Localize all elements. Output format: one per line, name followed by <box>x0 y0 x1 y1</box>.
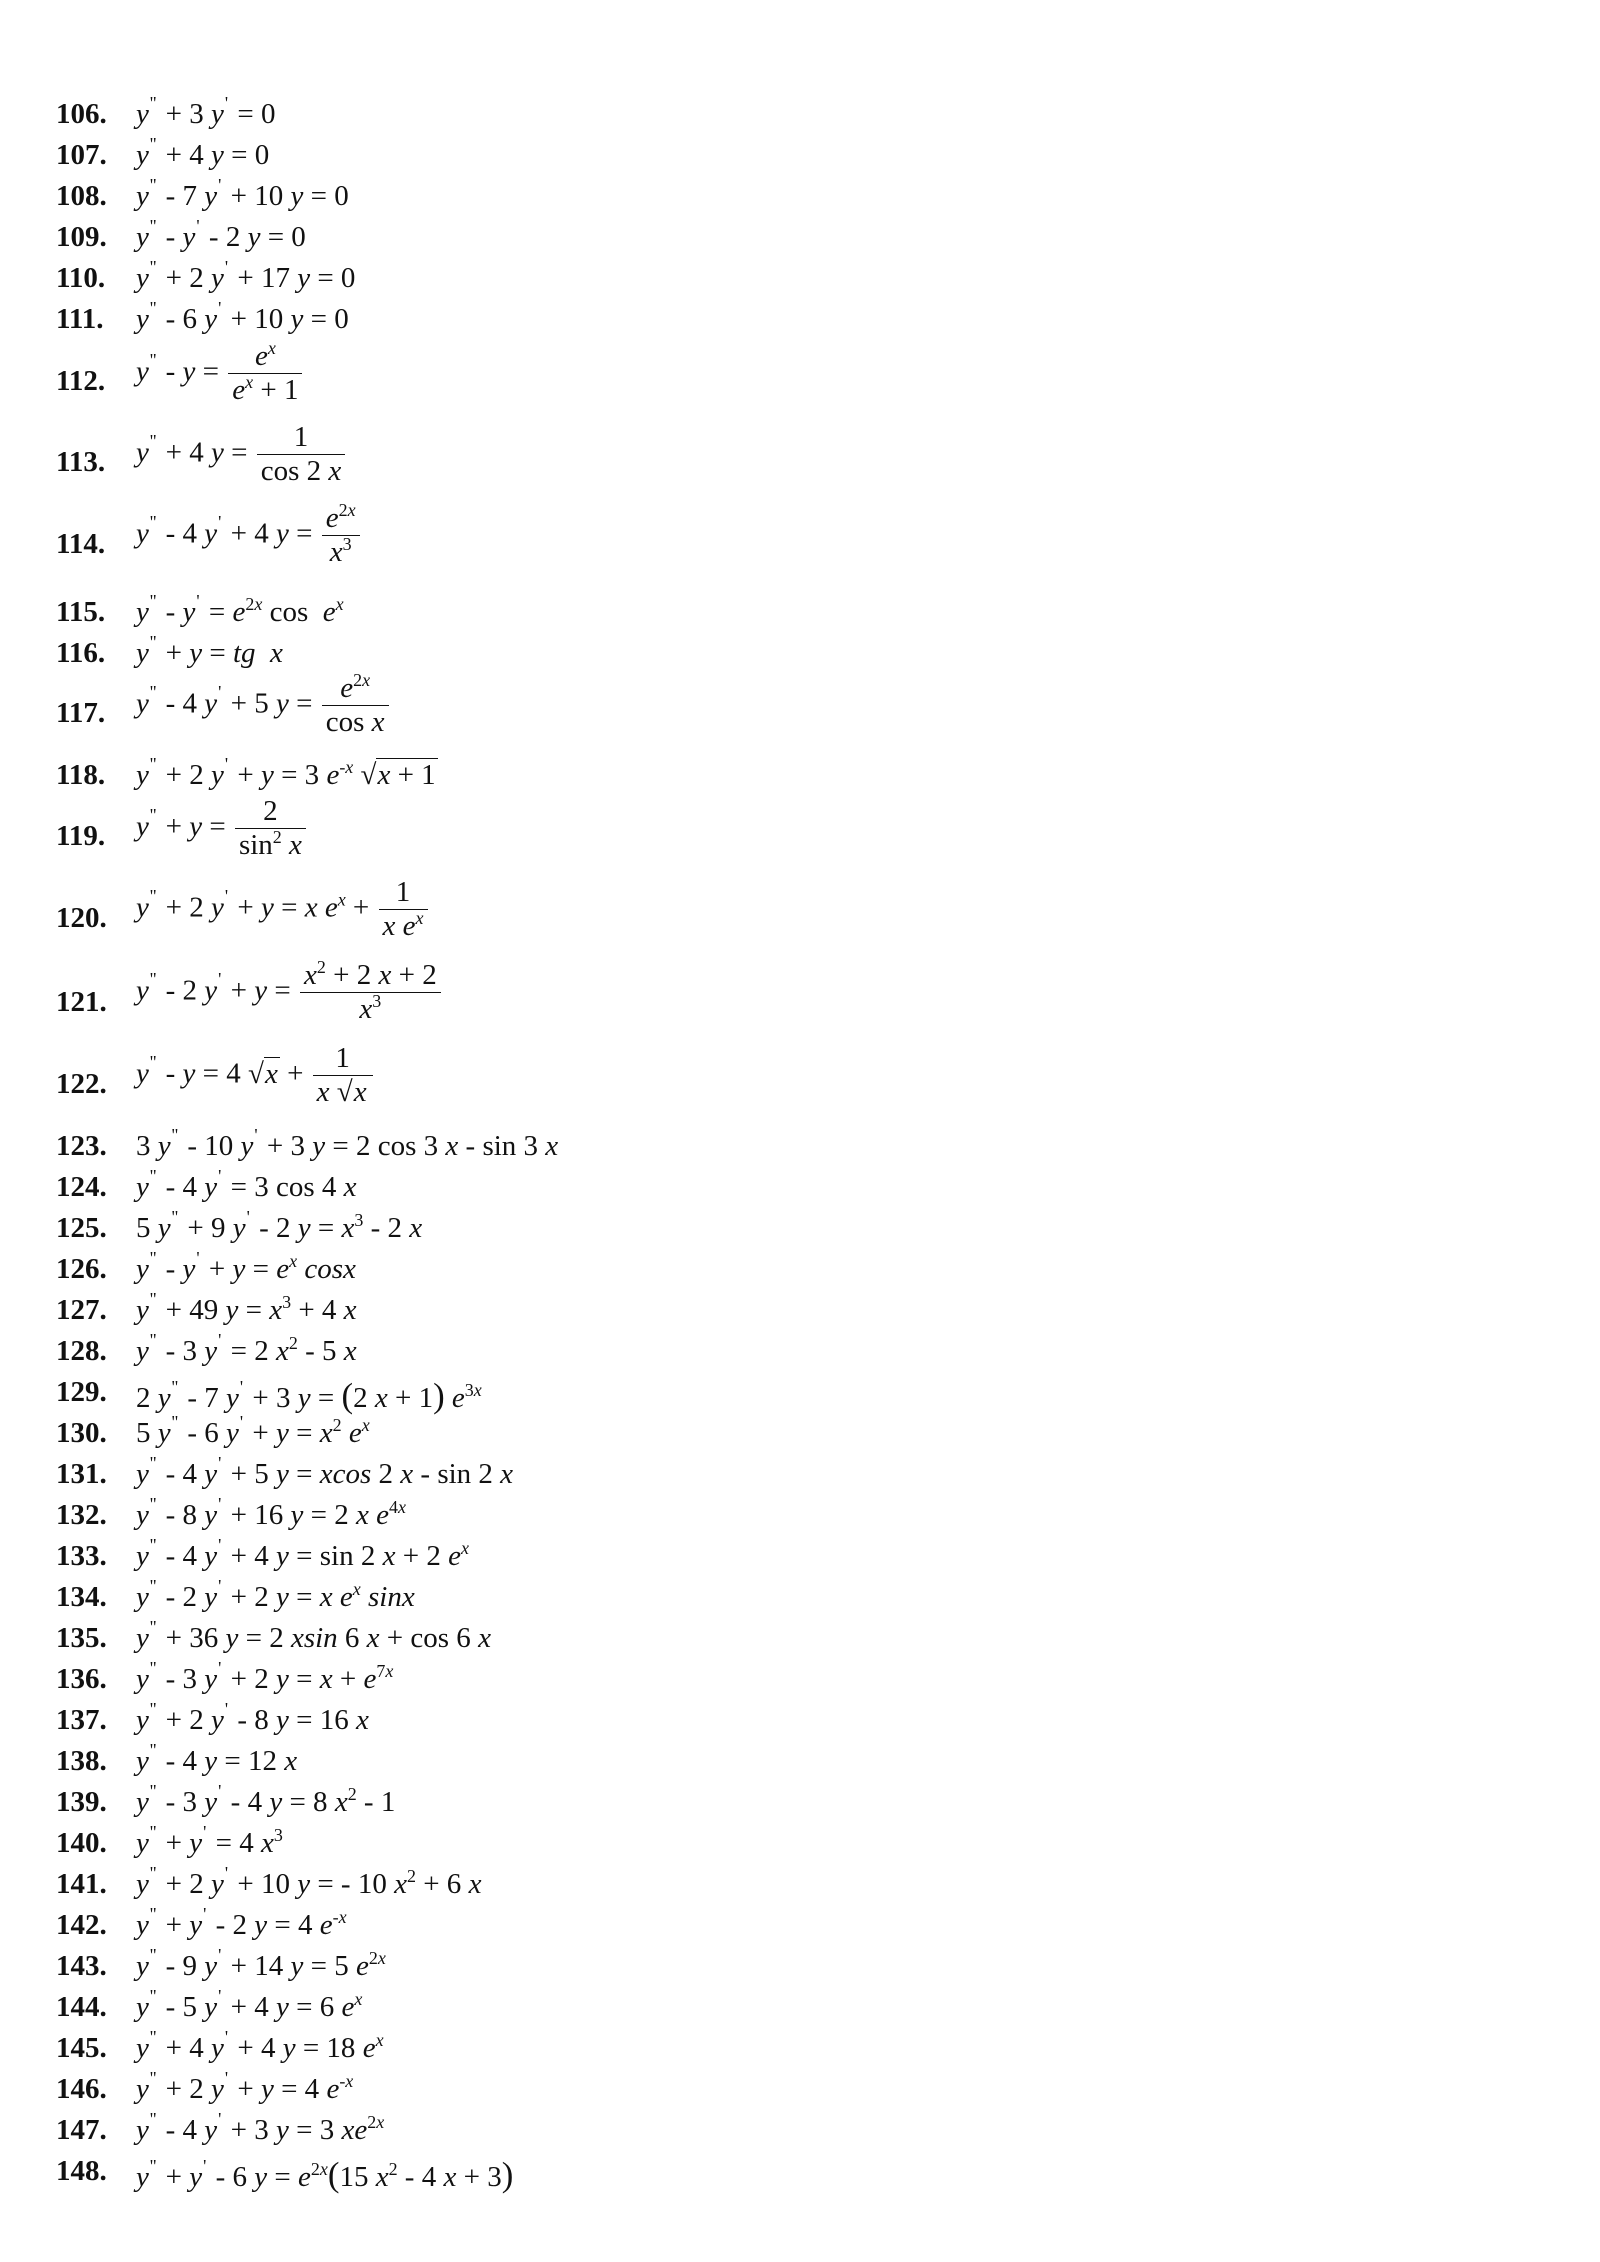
problem-number: 147. <box>56 2114 107 2146</box>
equation: y'' + 4 y = $\frac{1}{\cos 2 x}$ <box>136 421 347 489</box>
problem-number: 115. <box>56 596 106 628</box>
equation: y'' + 3 y' = 0 <box>136 92 276 130</box>
equation: 2 y'' - 7 y' + 3 y = (2 x + 1) $e^{3x}$ <box>136 1376 482 1415</box>
problem-number: 127. <box>56 1294 107 1326</box>
equation: y'' - 3 y' - 4 y = 8 $x^2 - 1$ <box>136 1780 396 1818</box>
problem-number: 144. <box>56 1991 107 2023</box>
equation: y'' - 3 y' = 2 $x^2 - 5$ x <box>136 1329 357 1367</box>
equation: y'' + 2 y' + 10 y = - 10 $x^2 + 6$ x <box>136 1862 482 1900</box>
problem-number: 129. <box>56 1376 107 1408</box>
problem-number: 121. <box>56 986 107 1018</box>
equation: y'' - 4 y' + 5 y = $\frac{e^{2x}}{\text{cos x}}$ <box>136 672 391 740</box>
problem-number: 133. <box>56 1540 107 1572</box>
problem-number: 138. <box>56 1745 107 1777</box>
equation: y'' - 2 y' + 2 y = x $e^x$ sinx <box>136 1575 415 1613</box>
equation: y'' + y' - 2 y = 4 $e^{-x}$ <box>136 1903 347 1941</box>
equation: y'' - 8 y' + 16 y = 2 x $e^{4x}$ <box>136 1493 406 1531</box>
problem-number: 135. <box>56 1622 107 1654</box>
problem-number: 137. <box>56 1704 107 1736</box>
equation: y'' - y = $\frac{e^x}{e^x + 1}$ <box>136 340 304 408</box>
equation: y'' + y' = 4 $x^3$ <box>136 1821 283 1859</box>
problem-number: 146. <box>56 2073 107 2105</box>
problem-number: 116. <box>56 637 106 669</box>
problem-number: 140. <box>56 1827 107 1859</box>
equation: y'' + 2 y' + y = 4 $e^{-x}$ <box>136 2067 354 2105</box>
problem-number: 109. <box>56 221 107 253</box>
problem-number: 118. <box>56 759 106 791</box>
equation: y'' + 4 y' + 4 y = 18 $e^x$ <box>136 2026 384 2064</box>
problem-number: 111. <box>56 303 104 335</box>
problem-number: 136. <box>56 1663 107 1695</box>
equation: $y'' - y' + y = e^x$ cosx <box>136 1247 356 1285</box>
problem-number: 142. <box>56 1909 107 1941</box>
problem-number: 110. <box>56 262 106 294</box>
equation: y'' - 9 y' + 14 y = 5 $e^{2x}$ <box>136 1944 386 1982</box>
problem-number: 120. <box>56 902 107 934</box>
equation: y'' + y' - 6 $y = e^{2x}(15$ $x^2 - 4$ x + 3) <box>136 2155 514 2194</box>
equation: y'' - 4 y' + 4 y = $\frac{e^{2x}}{x^3}$ <box>136 502 362 570</box>
equation: y'' + 2 y' + y = x $e^x$ + $\frac{1}{x e^x}$ <box>136 876 430 944</box>
equation: 5 y'' + 9 y' - 2 $y = x^3 - 2$ x <box>136 1206 423 1244</box>
problem-number: 126. <box>56 1253 107 1285</box>
problem-number: 123. <box>56 1130 107 1162</box>
equation: y'' + y = $\frac{2}{\sin^2 x}$ <box>136 795 308 863</box>
problem-number: 134. <box>56 1581 107 1613</box>
equation: y'' - 4 y' = 3 cos 4 x <box>136 1165 357 1203</box>
equation: y'' - 4 y' + 3 y = 3 $xe^{2x}$ <box>136 2108 385 2146</box>
problem-number: 143. <box>56 1950 107 1982</box>
problem-number: 131. <box>56 1458 107 1490</box>
problem-number: 148. <box>56 2155 107 2187</box>
equation: y'' - 3 y' + 2 $y = x + e^{7x}$ <box>136 1657 394 1695</box>
problem-number: 112. <box>56 365 106 397</box>
problem-number: 132. <box>56 1499 107 1531</box>
problem-number: 141. <box>56 1868 107 1900</box>
problem-number: 139. <box>56 1786 107 1818</box>
equation: y'' + 49 $y = x^3 + 4$ x <box>136 1288 357 1326</box>
problem-number: 128. <box>56 1335 107 1367</box>
equation: y'' - 6 y' + 10 y = 0 <box>136 297 349 335</box>
problem-number: 106. <box>56 98 107 130</box>
equation: $y'' - y' = e^{2x}$ $\cos e^x$ <box>136 590 344 628</box>
problem-number: 130. <box>56 1417 107 1449</box>
problem-number: 124. <box>56 1171 107 1203</box>
equation: y'' + 2 y' - 8 y = 16 x <box>136 1698 369 1736</box>
equation: y'' + 4 y = 0 <box>136 133 270 171</box>
problem-number: 107. <box>56 139 107 171</box>
problem-number: 108. <box>56 180 107 212</box>
equation: y'' + 2 y' + 17 y = 0 <box>136 256 356 294</box>
problem-number: 114. <box>56 528 106 560</box>
equation: 3 y'' - 10 y' + 3 y = 2 cos 3 x - sin 3 x <box>136 1124 559 1162</box>
equation: y'' - 4 y = 12 x <box>136 1739 298 1777</box>
equation: 5 y'' - 6 $y' + y = x^2$ $e^x$ <box>136 1411 370 1449</box>
equation: y'' - 2 y' + y = $\frac{x^2 + 2 x + 2}{x^3}$ <box>136 959 443 1027</box>
equation: y'' - y = 4 √x + $\frac{1}{x √x}$ <box>136 1042 375 1110</box>
equation: y'' + 36 y = 2 xsin 6 x + cos 6 x <box>136 1616 491 1654</box>
problem-number: 119. <box>56 820 106 852</box>
problem-number: 145. <box>56 2032 107 2064</box>
equation: y'' - 4 y' + 5 y = xcos 2 x - sin 2 x <box>136 1452 514 1490</box>
problem-number: 113. <box>56 446 106 478</box>
problem-number: 117. <box>56 697 106 729</box>
problem-number: 122. <box>56 1068 107 1100</box>
equation: y'' - 7 y' + 10 y = 0 <box>136 174 349 212</box>
problem-number: 125. <box>56 1212 107 1244</box>
equation: y'' - 5 y' + 4 y = 6 $e^x$ <box>136 1985 363 2023</box>
equation: y'' + 2 y' + y = 3 $e^{-x}$ √x + 1 <box>136 753 436 791</box>
equation: y'' - 4 y' + 4 y = sin 2 x + 2 $e^x$ <box>136 1534 469 1572</box>
equation: y'' + y = tg x <box>136 631 283 669</box>
equation: y'' - y' - 2 y = 0 <box>136 215 306 253</box>
